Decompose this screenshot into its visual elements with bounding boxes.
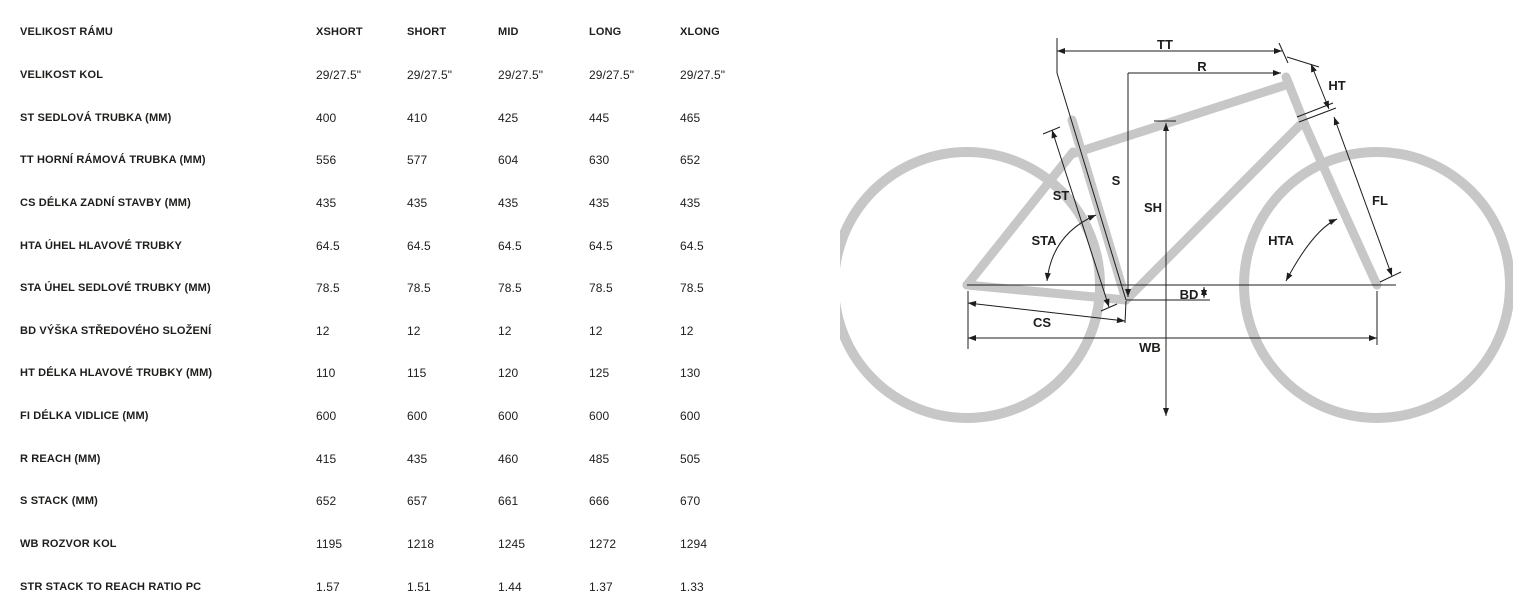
row-label: HT DÉLKA HLAVOVÉ TRUBKY (MM)	[20, 367, 213, 380]
dim-hta	[1268, 219, 1337, 281]
row-value: 64.5	[680, 238, 704, 253]
table-row	[20, 395, 772, 438]
row-label: BD VÝŠKA STŘEDOVÉHO SLOŽENÍ	[20, 324, 212, 337]
row-value: 661	[498, 494, 519, 509]
row-label: R REACH (MM)	[20, 452, 101, 465]
row-value: 29/27.5"	[680, 67, 726, 82]
row-label: ST SEDLOVÁ TRUBKA (MM)	[20, 111, 172, 124]
row-value: 12	[407, 323, 421, 338]
dim-wb	[968, 291, 1377, 355]
row-value: 78.5	[316, 281, 340, 296]
row-label: HTA ÚHEL HLAVOVÉ TRUBKY	[20, 239, 182, 252]
row-value: 78.5	[498, 281, 522, 296]
row-value: 435	[498, 195, 519, 210]
row-value: 485	[589, 451, 610, 466]
row-value: 435	[680, 195, 701, 210]
row-value: 435	[407, 195, 428, 210]
table-row	[20, 182, 772, 225]
dim-label-hta: HTA	[1268, 233, 1294, 248]
row-value: 78.5	[407, 281, 431, 296]
table-row	[20, 96, 772, 139]
seat-stay	[967, 152, 1073, 285]
row-value: 460	[498, 451, 519, 466]
row-value: 1218	[407, 537, 435, 551]
row-value: 110	[316, 366, 336, 381]
row-value: 64.5	[316, 238, 340, 253]
bike-geometry-diagram	[840, 20, 1513, 450]
row-label: FI DÉLKA VIDLICE (MM)	[20, 410, 149, 423]
row-value: 556	[316, 153, 337, 168]
row-value: 12	[498, 323, 512, 338]
row-value: 115	[407, 366, 427, 381]
row-value: 415	[316, 451, 337, 466]
row-value: 435	[407, 451, 428, 466]
row-value: 1245	[498, 537, 526, 551]
dim-label-sta: STA	[1031, 233, 1057, 248]
row-value: 1.57	[316, 579, 340, 594]
row-value: 604	[498, 153, 519, 168]
table-row	[20, 54, 772, 97]
dim-label-tt: TT	[1157, 37, 1173, 52]
row-value: 29/27.5"	[316, 67, 362, 82]
row-value: 29/27.5"	[407, 67, 453, 82]
row-value: 1195	[316, 537, 343, 551]
row-value: 435	[316, 195, 337, 210]
row-value: 1.33	[680, 579, 704, 594]
table-row	[20, 565, 772, 608]
dim-label-fl: FL	[1372, 193, 1388, 208]
row-value: 445	[589, 110, 610, 125]
row-value: 1.44	[498, 579, 522, 594]
row-value: 577	[407, 153, 428, 168]
row-value: 64.5	[589, 238, 613, 253]
dim-label-sh: SH	[1143, 200, 1163, 215]
dim-label-cs: CS	[1032, 315, 1052, 330]
row-value: 12	[589, 323, 603, 338]
table-body	[20, 54, 772, 608]
row-value: 64.5	[498, 238, 522, 253]
table-row	[20, 309, 772, 352]
row-value: 78.5	[680, 281, 704, 296]
dim-label-r: R	[1197, 59, 1207, 74]
row-value: 410	[407, 110, 428, 125]
row-value: 29/27.5"	[498, 67, 544, 82]
row-label: TT HORNÍ RÁMOVÁ TRUBKA (MM)	[20, 154, 206, 167]
row-value: 657	[407, 494, 428, 509]
row-value: 12	[316, 323, 330, 338]
row-value: 600	[589, 409, 610, 424]
table-row	[20, 437, 772, 480]
row-value: 652	[680, 153, 701, 168]
row-value: 465	[680, 110, 701, 125]
table-row	[20, 139, 772, 182]
column-header-mid: MID	[498, 26, 519, 39]
dim-label-wb: WB	[1139, 340, 1161, 355]
table-header-row	[20, 11, 772, 54]
row-value: 666	[589, 494, 610, 509]
row-value: 505	[680, 451, 701, 466]
row-value: 600	[407, 409, 428, 424]
table-row	[20, 267, 772, 310]
dim-label-st: ST	[1052, 188, 1070, 203]
column-header-long: LONG	[589, 26, 622, 39]
row-value: 600	[680, 409, 701, 424]
row-value: 1272	[589, 537, 617, 551]
column-header-xshort: XSHORT	[316, 26, 363, 39]
table-row	[20, 352, 772, 395]
dim-label-s: S	[1111, 173, 1121, 188]
row-value: 12	[680, 323, 694, 338]
row-value: 600	[316, 409, 337, 424]
row-value: 425	[498, 110, 519, 125]
row-value: 435	[589, 195, 610, 210]
row-label: WB ROZVOR KOL	[20, 538, 117, 550]
row-label: S STACK (MM)	[20, 495, 98, 508]
column-header-short: SHORT	[407, 26, 447, 39]
row-value: 64.5	[407, 238, 431, 253]
row-value: 600	[498, 409, 519, 424]
row-label: CS DÉLKA ZADNÍ STAVBY (MM)	[20, 196, 191, 209]
table-row	[20, 523, 772, 566]
row-value: 1.51	[407, 579, 431, 594]
row-value: 630	[589, 153, 610, 168]
row-value: 400	[316, 110, 337, 125]
column-header-xlong: XLONG	[680, 26, 720, 39]
table-row	[20, 224, 772, 267]
row-value: 120	[498, 366, 519, 381]
row-value: 670	[680, 494, 701, 509]
bike-frame	[967, 77, 1377, 300]
top-tube	[1072, 84, 1289, 154]
dim-label-ht: HT	[1328, 78, 1346, 93]
row-label: VELIKOST KOL	[20, 68, 104, 81]
row-value: 29/27.5"	[589, 67, 635, 82]
row-value: 130	[680, 366, 701, 381]
table-header-label: VELIKOST RÁMU	[20, 26, 114, 39]
row-value: 78.5	[589, 281, 613, 296]
table-row	[20, 480, 772, 523]
row-value: 1.37	[589, 579, 613, 594]
row-value: 125	[589, 366, 610, 381]
row-value: 652	[316, 494, 337, 509]
geometry-table	[20, 11, 772, 608]
row-value: 1294	[680, 537, 708, 551]
row-label: STR STACK TO REACH RATIO PC	[20, 580, 202, 593]
row-label: STA ÚHEL SEDLOVÉ TRUBKY (MM)	[20, 282, 211, 295]
dim-label-bd: BD	[1179, 287, 1199, 302]
